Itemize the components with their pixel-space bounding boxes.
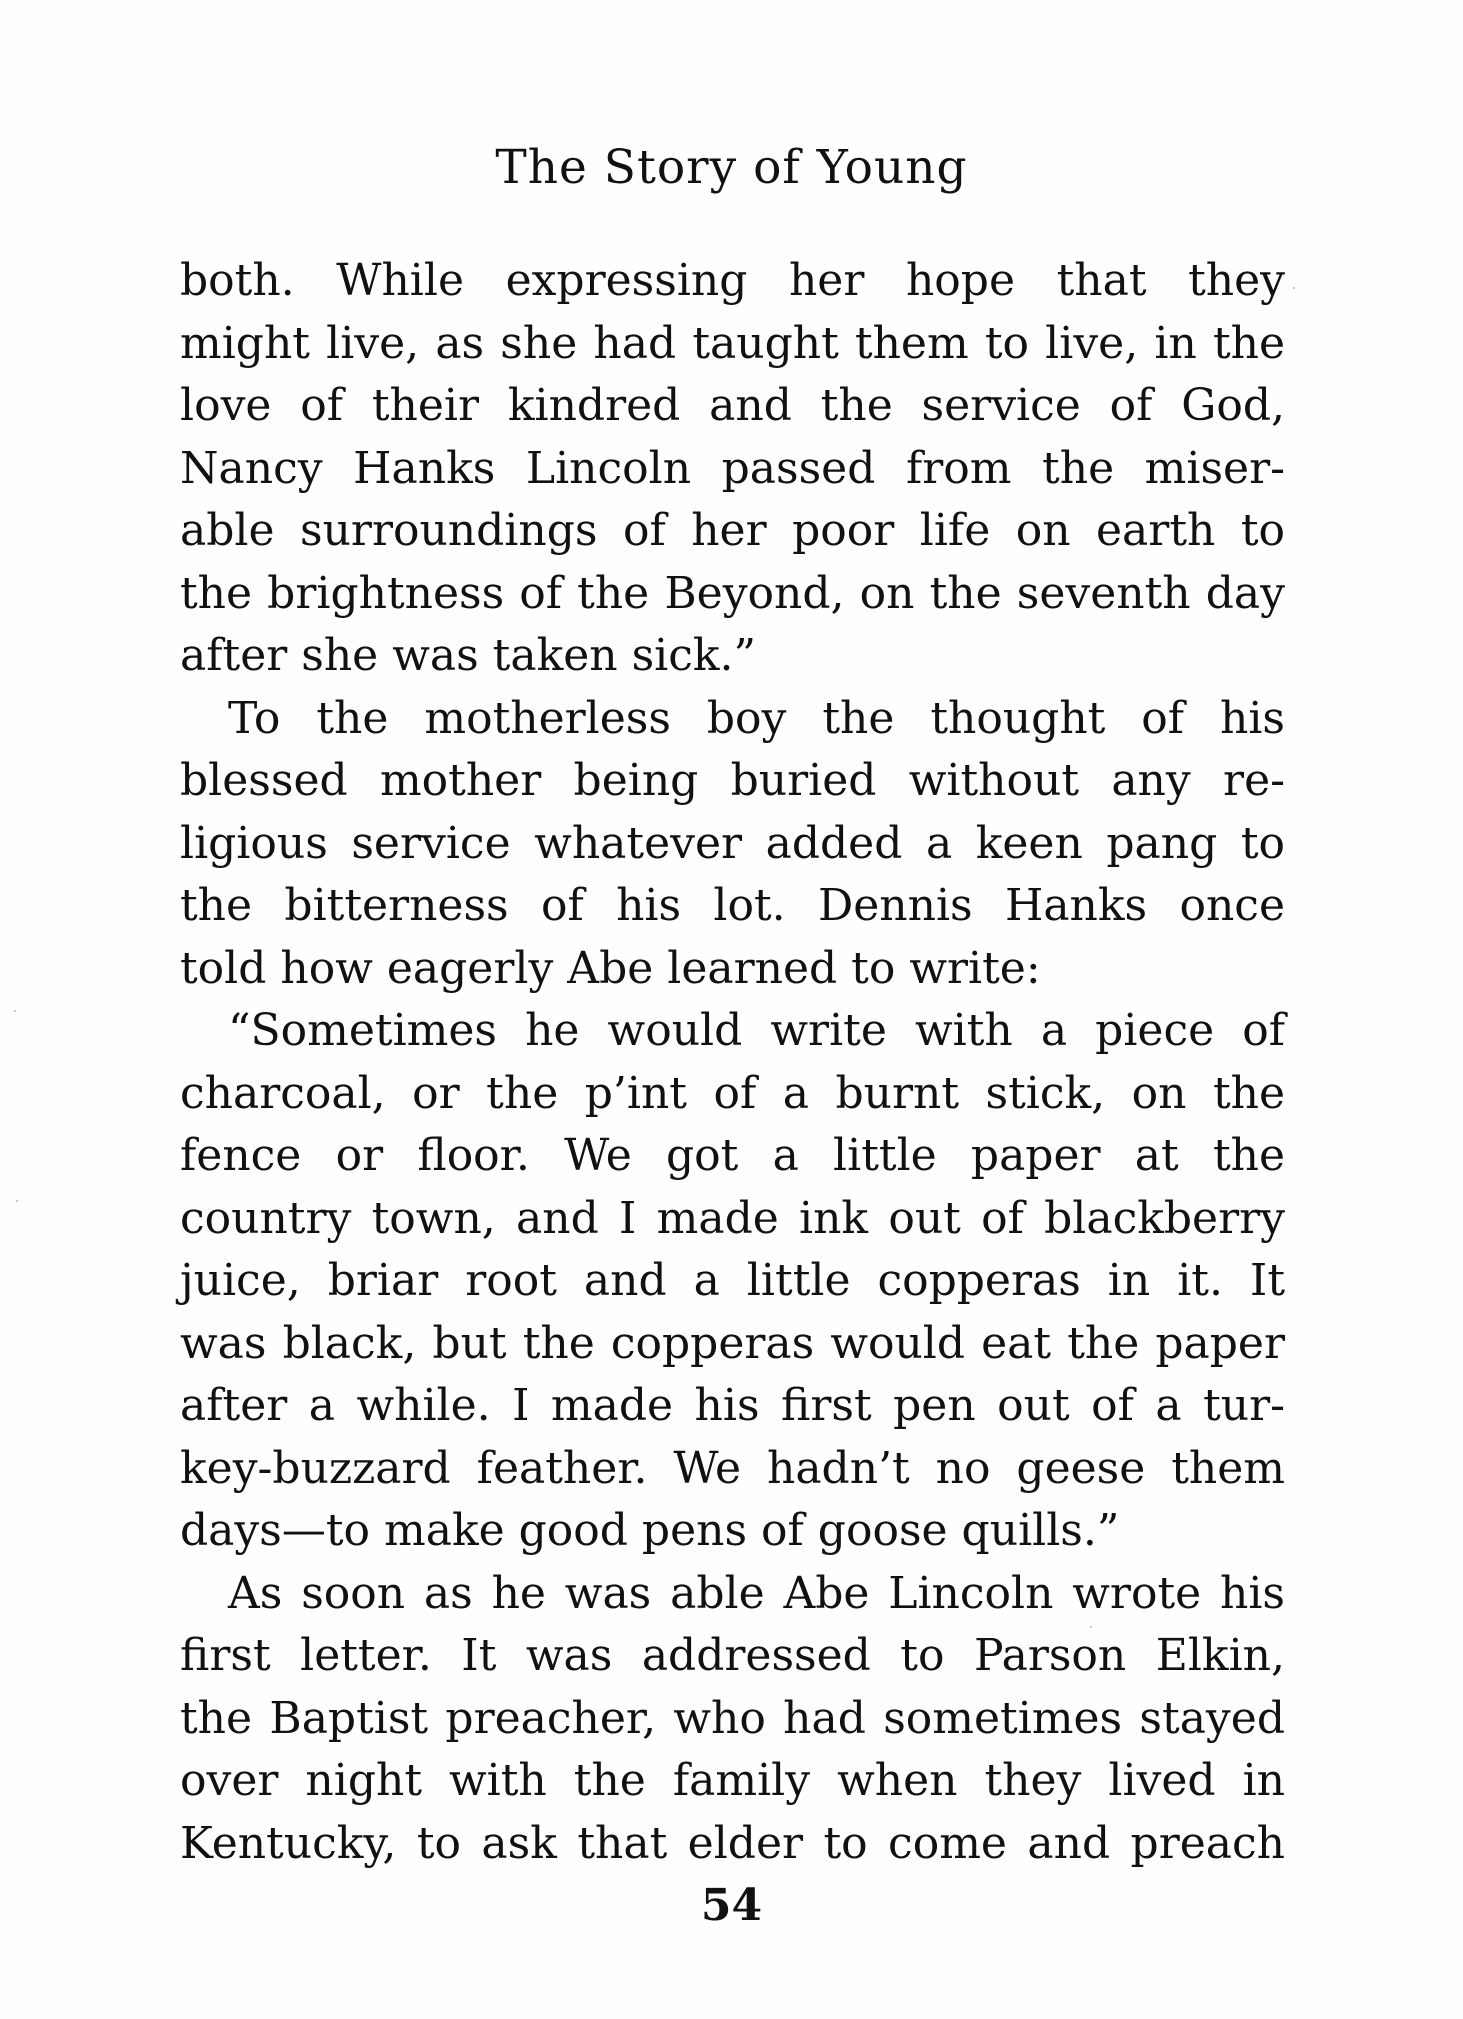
text-line: the brightness of the Beyond, on the seventh day — [180, 567, 1285, 619]
text-line: the Baptist preacher, who had sometimes stayed — [180, 1692, 1285, 1744]
paper-speck — [1090, 1626, 1092, 1628]
text-line: after she was taken sick.” — [180, 630, 757, 681]
text-line: Nancy Hanks Lincoln passed from the miser- — [180, 442, 1285, 494]
text-line: key-buzzard feather. We hadn’t no geese them — [180, 1442, 1285, 1494]
text-line: told how eagerly Abe learned to write: — [180, 942, 1041, 994]
text-line: days—to make good pens of goose quills.” — [180, 1505, 1120, 1556]
text-line: country town, and I made ink out of blackberry — [180, 1192, 1285, 1244]
text-line: was black, but the copperas would eat the paper — [180, 1317, 1285, 1369]
text-line: juice, briar root and a little copperas in it. It — [180, 1255, 1285, 1306]
text-line: over night with the family when they lived in — [180, 1755, 1285, 1806]
paper-speck — [14, 1010, 16, 1012]
text-line: both. While expressing her hope that they — [180, 255, 1285, 306]
text-line: ligious service whatever added a keen pang to — [180, 817, 1285, 869]
text-line: first letter. It was addressed to Parson Elkin, — [180, 1630, 1285, 1681]
text-line: “Sometimes he would write with a piece of — [228, 1005, 1285, 1056]
page-number: 54 — [700, 1880, 763, 1931]
text-line: the bitterness of his lot. Dennis Hanks once — [180, 880, 1285, 931]
body-text — [180, 250, 1285, 1875]
text-line: As soon as he was able Abe Lincoln wrote his — [228, 1567, 1285, 1619]
text-line: Kentucky, to ask that elder to come and preach — [180, 1817, 1285, 1869]
text-line: blessed mother being buried without any re- — [180, 755, 1285, 806]
text-line: fence or floor. We got a little paper at the — [180, 1130, 1285, 1181]
text-line: after a while. I made his first pen out of a tur- — [180, 1380, 1285, 1431]
text-line: To the motherless boy the thought of his — [228, 692, 1285, 744]
text-line: charcoal, or the p’int of a burnt stick, on the — [180, 1067, 1285, 1119]
text-line: might live, as she had taught them to live, in the — [180, 317, 1285, 369]
paper-speck — [1293, 287, 1295, 289]
text-line: able surroundings of her poor life on earth to — [180, 505, 1285, 556]
running-head: The Story of Young — [495, 140, 968, 195]
paper-speck — [16, 1200, 18, 1202]
text-line: love of their kindred and the service of God, — [180, 380, 1285, 431]
